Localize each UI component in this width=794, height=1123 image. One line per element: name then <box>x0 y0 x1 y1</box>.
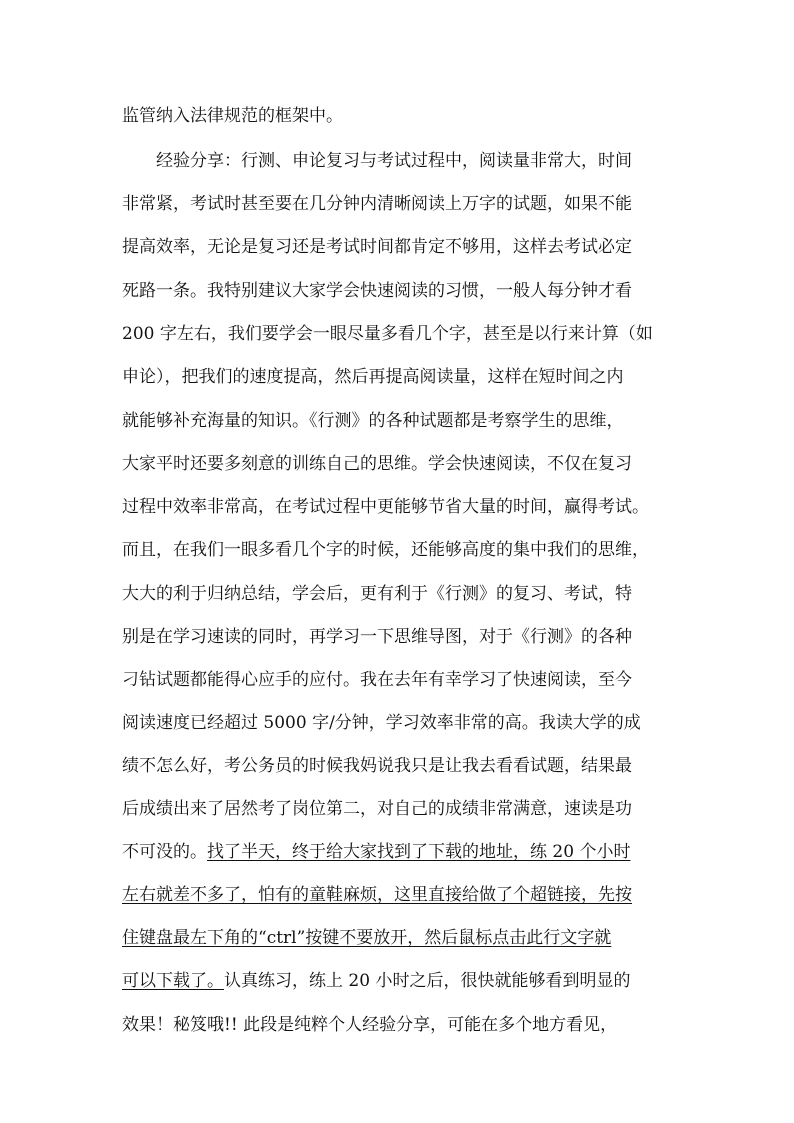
text-line-with-link <box>122 832 794 872</box>
text-span: 不可没的。 <box>122 842 207 862</box>
text-line: 别是在学习速读的同时，再学习一下思维导图，对于《行测》的各种 <box>122 627 632 647</box>
download-hyperlink[interactable]: 可以下载了。 <box>122 971 224 991</box>
text-line-with-link <box>122 918 794 958</box>
text-line: 就能够补充海量的知识。《行测》的各种试题都是考察学生的思维， <box>122 411 624 431</box>
text-span: 认真练习，练上 20 小时之后，很快就能够看到明显的 <box>224 971 631 991</box>
text-line: 而且，在我们一眼多看几个字的时候，还能够高度的集中我们的思维， <box>122 540 649 560</box>
download-hyperlink[interactable]: 找了半天，终于给大家找到了下载的地址，练 20 个小时 <box>207 842 631 862</box>
text-line: 刁钻试题都能得心应手的应付。我在去年有幸学习了快速阅读，至今 <box>122 670 632 690</box>
text-line: 过程中效率非常高，在考试过程中更能够节省大量的时间，赢得考试。 <box>122 497 649 517</box>
text-line: 阅读速度已经超过 5000 字/分钟，学习效率非常的高。我读大学的成 <box>122 713 641 733</box>
text-line: 大家平时还要多刻意的训练自己的思维。学会快速阅读，不仅在复习 <box>122 454 632 474</box>
text-line: 死路一条。我特别建议大家学会快速阅读的习惯，一般人每分钟才看 <box>122 281 632 301</box>
paragraph-first-line: 经验分享：行测、申论复习与考试过程中，阅读量非常大，时间 <box>156 151 632 171</box>
text-line: 提高效率，无论是复习还是考试时间都肯定不够用，这样去考试必定 <box>122 237 632 257</box>
text-line: 绩不怎么好，考公务员的时候我妈说我只是让我去看看试题，结果最 <box>122 756 632 776</box>
text-line: 效果！秘笈哦!! 此段是纯粹个人经验分享，可能在多个地方看见， <box>122 1015 618 1035</box>
text-line: 200 字左右，我们要学会一眼尽量多看几个字，甚至是以行来计算（如 <box>122 324 653 344</box>
text-line-with-link <box>122 875 794 915</box>
text-line: 非常紧，考试时甚至要在几分钟内清晰阅读上万字的试题，如果不能 <box>122 194 632 214</box>
text-line: 监管纳入法律规范的框架中。 <box>122 106 343 126</box>
text-line: 申论），把我们的速度提高，然后再提高阅读量，这样在短时间之内 <box>122 367 624 387</box>
text-line-with-link <box>122 961 794 1001</box>
download-hyperlink[interactable]: 住键盘最左下角的“ctrl”按键不要放开，然后鼠标点击此行文字就 <box>122 928 612 948</box>
text-line: 大大的利于归纳总结，学会后，更有利于《行测》的复习、考试，特 <box>122 584 632 604</box>
text-line: 后成绩出来了居然考了岗位第二，对自己的成绩非常满意，速读是功 <box>122 799 632 819</box>
download-hyperlink[interactable]: 左右就差不多了，怕有的童鞋麻烦，这里直接给做了个超链接，先按 <box>122 885 632 905</box>
